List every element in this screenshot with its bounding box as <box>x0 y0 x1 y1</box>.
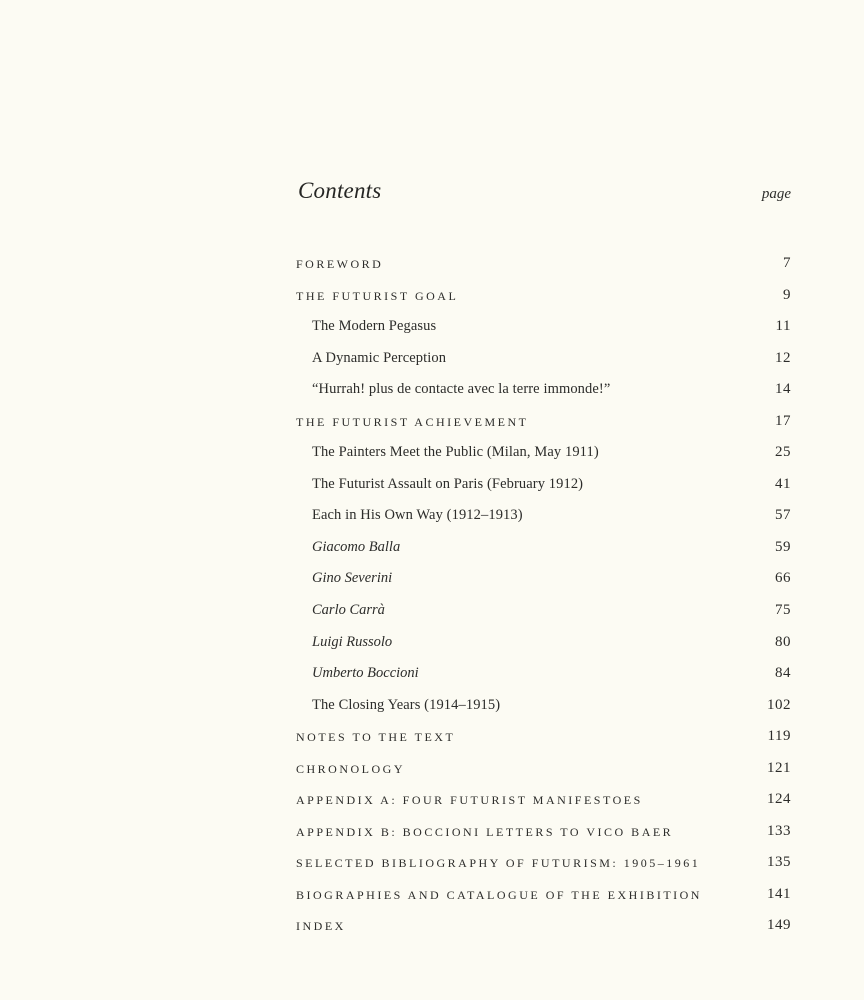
toc-entry-title: SELECTED BIBLIOGRAPHY OF FUTURISM: 1905–1961 <box>296 856 701 871</box>
page-column-label: page <box>761 186 791 202</box>
toc-entry-page-number: 14 <box>775 381 791 398</box>
toc-entry-page-number: 17 <box>775 412 791 429</box>
toc-entry <box>296 784 791 816</box>
toc-entry-title: The Modern Pegasus <box>312 318 437 335</box>
toc-entry <box>296 437 791 469</box>
toc-entry <box>296 406 791 438</box>
toc-entry-title: CHRONOLOGY <box>296 761 405 776</box>
toc-entry-page-number: 57 <box>775 507 791 524</box>
toc-entry-page-number: 84 <box>775 665 791 682</box>
toc-entry-title: FOREWORD <box>296 257 384 271</box>
toc-entry-page-number: 41 <box>775 475 791 492</box>
table-of-contents <box>296 248 791 942</box>
toc-entry-page-number: 11 <box>775 318 791 335</box>
toc-entry-title: Umberto Boccioni <box>312 665 419 682</box>
toc-entry <box>296 311 791 343</box>
toc-entry <box>296 627 791 659</box>
toc-entry-title: Luigi Russolo <box>312 633 393 650</box>
toc-entry-page-number: 80 <box>775 633 791 650</box>
toc-entry-title: APPENDIX B: BOCCIONI LETTERS TO VICO BAER <box>296 824 674 839</box>
toc-entry <box>296 563 791 595</box>
toc-entry-title: The Closing Years (1914–1915) <box>312 696 501 713</box>
toc-entry <box>296 816 791 848</box>
toc-entry <box>296 910 791 942</box>
toc-entry <box>296 658 791 690</box>
toc-entry-page-number: 135 <box>767 854 791 871</box>
toc-entry-title: Carlo Carrà <box>312 602 385 619</box>
toc-entry-page-number: 75 <box>775 602 791 619</box>
toc-entry-title: Each in His Own Way (1912–1913) <box>312 507 523 524</box>
toc-entry <box>296 469 791 501</box>
toc-entry <box>296 879 791 911</box>
toc-entry-title: NOTES TO THE TEXT <box>296 730 456 745</box>
page-title: Contents <box>298 178 382 203</box>
toc-entry-title: The Futurist Assault on Paris (February 1912) <box>312 475 584 492</box>
toc-entry <box>296 595 791 627</box>
toc-entry <box>296 248 791 280</box>
toc-entry <box>296 753 791 785</box>
toc-entry-page-number: 124 <box>767 791 791 808</box>
toc-entry <box>296 532 791 564</box>
toc-entry-page-number: 25 <box>775 444 791 461</box>
toc-entry-title: APPENDIX A: FOUR FUTURIST MANIFESTOES <box>296 793 643 808</box>
toc-entry-page-number: 59 <box>775 538 791 555</box>
toc-entry <box>296 374 791 406</box>
toc-entry-page-number: 66 <box>775 570 791 587</box>
toc-entry <box>296 690 791 722</box>
toc-entry-title: THE FUTURIST ACHIEVEMENT <box>296 414 529 429</box>
contents-header <box>298 178 791 212</box>
toc-entry-title: INDEX <box>296 919 346 934</box>
toc-entry-page-number: 119 <box>767 728 791 745</box>
toc-entry-page-number: 7 <box>783 255 791 271</box>
toc-entry-page-number: 141 <box>767 885 791 902</box>
toc-entry-title: Gino Severini <box>312 570 393 587</box>
toc-entry-page-number: 102 <box>767 696 791 713</box>
toc-entry <box>296 280 791 312</box>
toc-entry-title: BIOGRAPHIES AND CATALOGUE OF THE EXHIBITION <box>296 887 702 902</box>
toc-entry-title: A Dynamic Perception <box>312 349 447 366</box>
toc-entry-page-number: 121 <box>767 759 791 776</box>
toc-entry-title: “Hurrah! plus de contacte avec la terre immonde!” <box>312 381 611 398</box>
toc-entry-page-number: 133 <box>767 822 791 839</box>
toc-entry-title: THE FUTURIST GOAL <box>296 288 459 303</box>
toc-entry <box>296 343 791 375</box>
toc-entry <box>296 500 791 532</box>
toc-entry-page-number: 149 <box>767 917 791 934</box>
toc-entry-title: Giacomo Balla <box>312 538 401 555</box>
toc-entry-page-number: 12 <box>775 349 791 366</box>
toc-entry-page-number: 9 <box>783 286 791 303</box>
toc-entry <box>296 847 791 879</box>
toc-entry <box>296 721 791 753</box>
toc-entry-title: The Painters Meet the Public (Milan, May 1911) <box>312 444 599 461</box>
